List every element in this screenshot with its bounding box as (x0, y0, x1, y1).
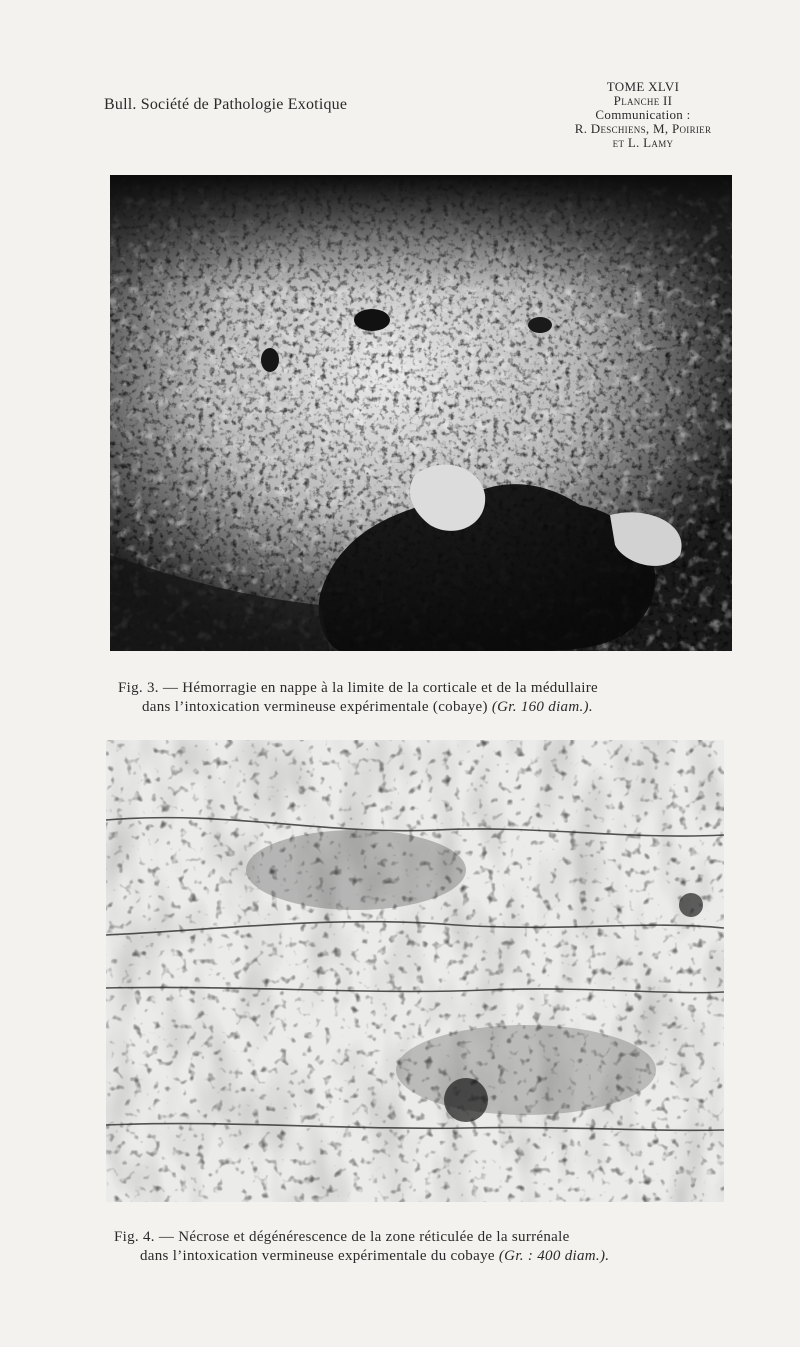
figure-3-image (110, 175, 732, 651)
figure-4-caption-line-1: Fig. 4. — Nécrose et dégénérescence de la zone réticulée de la surrénale (114, 1229, 570, 1245)
figure-3-caption-line-2 (118, 698, 738, 717)
figure-4-caption-line-2 (114, 1247, 734, 1266)
journal-title: Bull. Société de Pathologie Exotique (104, 96, 348, 113)
figure-3-magnification: (Gr. 160 diam.). (491, 699, 593, 715)
figure-3-caption-text: dans l’intoxication vermineuse expérimentale (cobaye) (142, 699, 492, 715)
figure-4-caption (114, 1228, 734, 1266)
figure-3-caption-line-1: Fig. 3. — Hémorragie en nappe à la limite de la corticale et de la médullaire (118, 680, 598, 696)
figure-4-magnification: (Gr. : 400 diam.). (498, 1248, 610, 1264)
figure-3-caption (118, 679, 738, 717)
authors-line-1: R. Deschiens, M, Poirier (574, 121, 712, 136)
figure-4-image (106, 740, 724, 1202)
plate-info (548, 80, 738, 150)
figure-4-caption-text: dans l’intoxication vermineuse expérimentale du cobaye (140, 1248, 499, 1264)
planche-label: Planche II (613, 93, 673, 108)
authors-line-2: et L. Lamy (612, 135, 674, 150)
communication-label: Communication : (595, 107, 691, 122)
figure-3-micrograph (110, 175, 732, 651)
tome-label: TOME XLVI (606, 79, 680, 94)
figure-4-micrograph (106, 740, 724, 1202)
